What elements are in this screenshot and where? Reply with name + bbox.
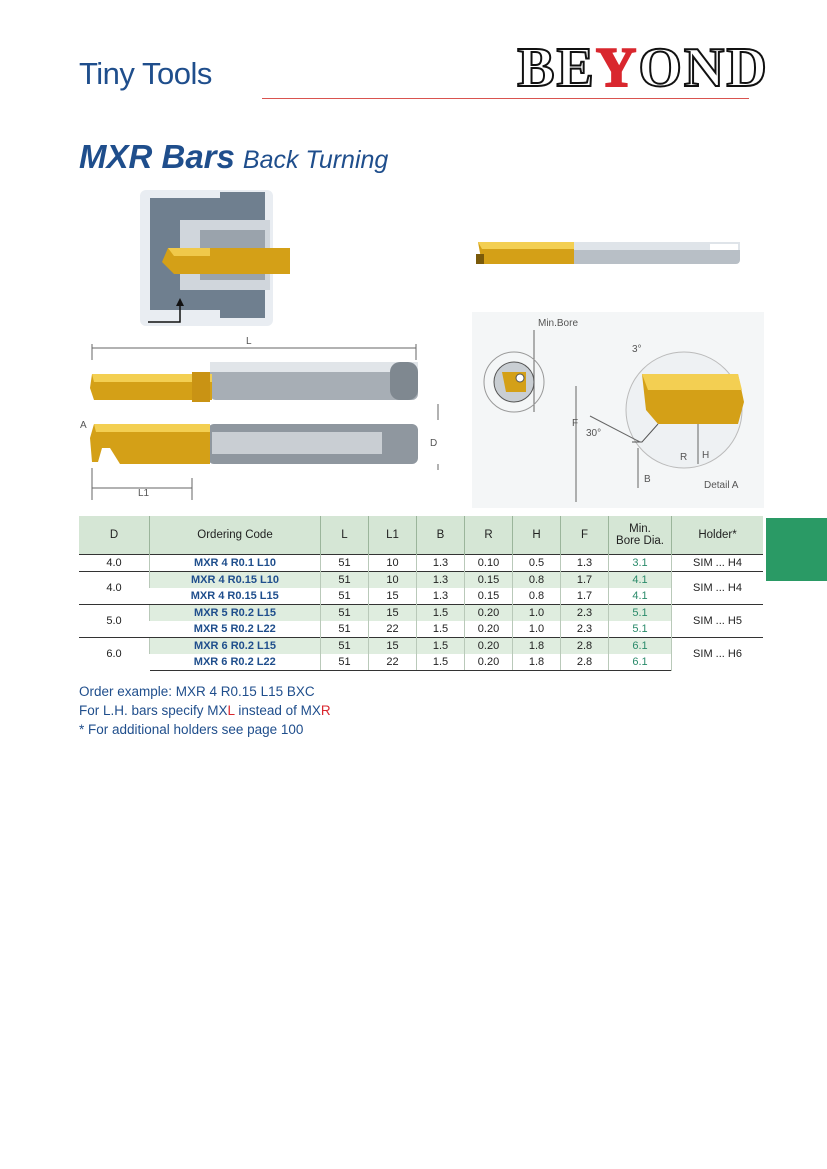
col-r: R bbox=[465, 516, 513, 555]
product-name: MXR Bars bbox=[79, 138, 235, 175]
min-bore-value: 6.1 bbox=[609, 638, 672, 655]
col-holder: Holder* bbox=[672, 516, 764, 555]
lh-note-prefix: For L.H. bars specify MX bbox=[79, 703, 228, 718]
r-value: 0.20 bbox=[465, 654, 513, 671]
l-value: 51 bbox=[321, 572, 369, 589]
f-value: 1.7 bbox=[561, 588, 609, 605]
l1-value: 22 bbox=[369, 621, 417, 638]
f-value: 2.8 bbox=[561, 654, 609, 671]
table-row bbox=[79, 654, 763, 671]
r-value: 0.20 bbox=[465, 621, 513, 638]
l-value: 51 bbox=[321, 605, 369, 622]
section-tab bbox=[766, 518, 827, 581]
dim-h-label: H bbox=[702, 450, 710, 461]
tool-photo bbox=[474, 232, 746, 272]
r-value: 0.10 bbox=[465, 555, 513, 572]
table-row bbox=[79, 638, 763, 655]
ordering-code: MXR 5 R0.2 L15 bbox=[150, 605, 321, 622]
col-l: L bbox=[321, 516, 369, 555]
l-value: 51 bbox=[321, 638, 369, 655]
h-value: 1.0 bbox=[513, 621, 561, 638]
l1-value: 15 bbox=[369, 638, 417, 655]
ordering-code: MXR 4 R0.15 L15 bbox=[190, 590, 279, 602]
h-value: 0.5 bbox=[513, 555, 561, 572]
l1-value: 15 bbox=[369, 605, 417, 622]
beyond-logo bbox=[512, 30, 774, 96]
f-value: 2.3 bbox=[561, 621, 609, 638]
table-row bbox=[79, 621, 763, 638]
detail-a-label: Detail A bbox=[704, 480, 739, 491]
f-value: 1.3 bbox=[561, 555, 609, 572]
cross-section-illustration bbox=[140, 190, 275, 330]
angle-3-label: 3° bbox=[632, 344, 642, 355]
l-value: 51 bbox=[321, 621, 369, 638]
spec-table bbox=[79, 516, 763, 671]
table-header-row bbox=[79, 516, 763, 555]
h-value: 0.8 bbox=[513, 572, 561, 589]
h-value: 1.0 bbox=[513, 605, 561, 622]
f-value: 2.8 bbox=[561, 638, 609, 655]
r-value: 0.20 bbox=[465, 605, 513, 622]
l1-value: 10 bbox=[369, 572, 417, 589]
l1-value: 15 bbox=[369, 588, 417, 605]
col-min-bore bbox=[609, 516, 672, 555]
l-value: 51 bbox=[321, 588, 369, 605]
col-h: H bbox=[513, 516, 561, 555]
angle-30-label: 30° bbox=[586, 428, 602, 439]
col-l1: L1 bbox=[369, 516, 417, 555]
r-value: 0.15 bbox=[465, 572, 513, 589]
holders-note: * For additional holders see page 100 bbox=[79, 722, 304, 737]
holder-value: SIM ... H4 bbox=[672, 555, 764, 572]
ordering-code: MXR 6 R0.2 L22 bbox=[150, 654, 321, 671]
b-value: 1.3 bbox=[417, 588, 465, 605]
l1-value: 10 bbox=[369, 555, 417, 572]
dim-l1-label: L1 bbox=[138, 488, 150, 499]
dim-b-label: B bbox=[644, 474, 651, 485]
b-value: 1.5 bbox=[417, 654, 465, 671]
f-value: 1.7 bbox=[561, 572, 609, 589]
holder-value: SIM ... H4 bbox=[672, 572, 764, 605]
dim-l-label: L bbox=[246, 336, 252, 347]
detail-a-drawing bbox=[472, 312, 764, 512]
header-rule bbox=[262, 98, 749, 99]
col-bore-dia-label: Bore Dia. bbox=[616, 535, 664, 547]
h-value: 1.8 bbox=[513, 654, 561, 671]
product-subtitle: Back Turning bbox=[242, 146, 389, 174]
min-bore-value: 3.1 bbox=[609, 555, 672, 572]
d-value: 4.0 bbox=[79, 572, 150, 605]
dim-a-label: A bbox=[80, 420, 87, 431]
r-value: 0.20 bbox=[465, 638, 513, 655]
col-b: B bbox=[417, 516, 465, 555]
holder-value: SIM ... H6 bbox=[672, 638, 764, 671]
order-example-note: Order example: MXR 4 R0.15 L15 BXC bbox=[79, 684, 315, 699]
table-row bbox=[79, 588, 763, 605]
l-value: 51 bbox=[321, 654, 369, 671]
col-d: D bbox=[79, 516, 150, 555]
section-title: Tiny Tools bbox=[79, 56, 212, 91]
d-value: 5.0 bbox=[79, 605, 150, 638]
f-value: 2.3 bbox=[561, 605, 609, 622]
table-row bbox=[79, 605, 763, 622]
l-value: 51 bbox=[321, 555, 369, 572]
lh-note-mid: instead of MX bbox=[234, 703, 321, 718]
min-bore-label: Min.Bore bbox=[538, 318, 579, 329]
product-title bbox=[79, 138, 388, 176]
min-bore-value: 5.1 bbox=[609, 621, 672, 638]
h-value: 0.8 bbox=[513, 588, 561, 605]
dim-d-label: D bbox=[430, 438, 438, 449]
b-value: 1.3 bbox=[417, 555, 465, 572]
b-value: 1.5 bbox=[417, 638, 465, 655]
r-value: 0.15 bbox=[465, 588, 513, 605]
lh-note-r: R bbox=[320, 703, 331, 718]
l1-value: 22 bbox=[369, 654, 417, 671]
lh-note-l: L bbox=[227, 703, 235, 718]
ordering-code: MXR 4 R0.1 L10 bbox=[150, 555, 321, 572]
dim-f-label: F bbox=[572, 418, 579, 429]
d-value: 4.0 bbox=[79, 555, 150, 572]
col-min-label: Min. bbox=[629, 523, 651, 535]
b-value: 1.5 bbox=[417, 605, 465, 622]
table-row bbox=[79, 555, 763, 572]
tool-side-view bbox=[80, 338, 445, 508]
notes bbox=[79, 682, 331, 739]
h-value: 1.8 bbox=[513, 638, 561, 655]
min-bore-value: 5.1 bbox=[609, 605, 672, 622]
d-value: 6.0 bbox=[79, 638, 150, 671]
b-value: 1.5 bbox=[417, 621, 465, 638]
ordering-code: MXR 4 R0.15 L10 bbox=[150, 572, 321, 589]
col-f: F bbox=[561, 516, 609, 555]
col-ordering-code: Ordering Code bbox=[150, 516, 321, 555]
svg-text:BEYOND: BEYOND bbox=[517, 37, 769, 96]
ordering-code: MXR 6 R0.2 L15 bbox=[150, 638, 321, 655]
table-row bbox=[79, 572, 763, 589]
dim-r-label: R bbox=[680, 452, 688, 463]
min-bore-value: 4.1 bbox=[609, 572, 672, 589]
ordering-code: MXR 5 R0.2 L22 bbox=[193, 623, 276, 635]
left-hand-note bbox=[79, 701, 331, 720]
min-bore-value: 4.1 bbox=[609, 588, 672, 605]
b-value: 1.3 bbox=[417, 572, 465, 589]
holder-value: SIM ... H5 bbox=[672, 605, 764, 638]
min-bore-value: 6.1 bbox=[609, 654, 672, 671]
